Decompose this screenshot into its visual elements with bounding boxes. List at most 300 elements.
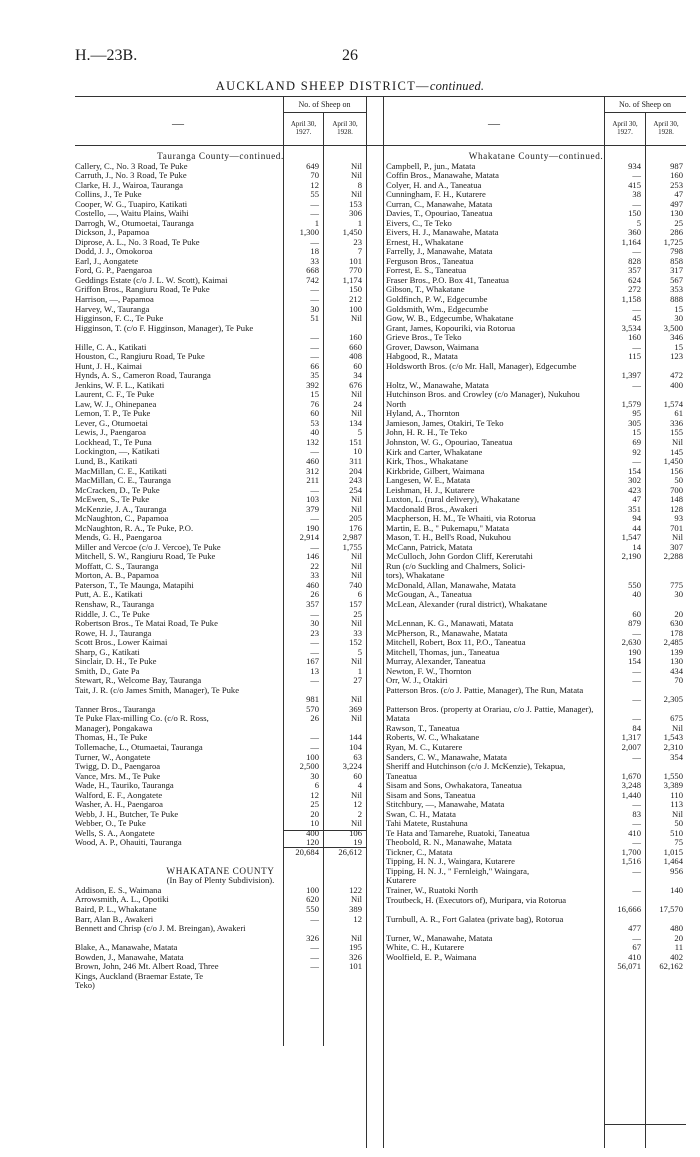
sheep-1927: 167	[306, 656, 319, 667]
sheep-1928: 23	[353, 236, 362, 247]
table-row	[75, 457, 366, 467]
table-row	[75, 800, 366, 810]
sheep-1928: 140	[670, 885, 683, 895]
table-row	[386, 629, 686, 639]
sheep-header-left: No. of Sheep on	[298, 100, 351, 109]
table-row	[386, 190, 686, 200]
sheep-1927: —	[310, 961, 319, 972]
table-row	[75, 295, 366, 305]
table-row	[386, 571, 686, 581]
sheep-1927: 5	[636, 217, 641, 228]
table-row	[75, 486, 366, 496]
sheep-1927: 14	[632, 541, 641, 552]
rule-center	[383, 96, 384, 1148]
owner-name: Hunt, J. H., Kaimai	[75, 361, 143, 371]
owner-name: Dodd, J. J., Omokoroa	[75, 247, 153, 257]
owner-name: Langesen, W. E., Matata	[386, 476, 471, 486]
sheep-1927: 351	[628, 503, 641, 514]
date-1927-right: April 30, 1927.	[612, 120, 638, 136]
sheep-1927: —	[632, 837, 641, 848]
sheep-1928: 434	[670, 665, 683, 676]
sheep-1928: 1,725	[663, 236, 683, 247]
sheep-1928: Nil	[351, 389, 362, 400]
table-row	[75, 505, 366, 515]
sheep-1927: 477	[628, 923, 641, 934]
sheep-1927: 379	[306, 503, 319, 514]
owner-name: Tauranga County—continued.	[157, 151, 284, 161]
owner-name: Thomas, H., Te Puke	[75, 733, 148, 743]
table-row	[75, 972, 366, 982]
sheep-1928: Nil	[351, 313, 362, 324]
owner-name: Kutarere	[386, 876, 417, 886]
owner-name: Campbell, P., jun., Matata	[386, 161, 476, 171]
sheep-1927: 3,248	[621, 780, 641, 791]
sheep-1928: Nil	[351, 408, 362, 419]
sheep-1928: 326	[349, 951, 362, 962]
owner-name: Whakatane County—continued.	[468, 151, 604, 161]
sheep-1927: 26	[310, 589, 319, 600]
sheep-1927: —	[310, 732, 319, 743]
sheep-1927: —	[310, 541, 319, 552]
left-column	[75, 152, 366, 991]
sheep-1927: —	[310, 332, 319, 343]
rule-header-bottom	[75, 145, 686, 146]
owner-name: Roberts, W. C., Whakatane	[386, 733, 480, 743]
owner-name: Jenkins, W. F. L., Katikati	[75, 380, 165, 390]
table-row	[75, 390, 366, 400]
sheep-1928: 30	[674, 589, 683, 600]
table-row	[386, 724, 686, 734]
sheep-1927: 1,516	[621, 856, 641, 867]
owner-name: McPherson, R., Manawahe, Matata	[386, 628, 508, 638]
sheep-1928: 11	[674, 942, 683, 953]
owner-name: (In Bay of Plenty Subdivision).	[166, 875, 275, 886]
sheep-1927: —	[632, 675, 641, 686]
table-row	[386, 162, 686, 172]
table-row	[386, 343, 686, 353]
table-row	[386, 505, 686, 515]
sheep-1928: 27	[353, 675, 362, 686]
sheep-1927: 51	[310, 313, 319, 324]
owner-name: Moffatt, C. S., Tauranga	[75, 561, 159, 571]
table-row	[75, 838, 366, 848]
sheep-1927: 23	[310, 627, 319, 638]
owner-name: Brown, John, 246 Mt. Albert Road, Three	[75, 962, 219, 972]
sheep-1927: 40	[310, 427, 319, 438]
owner-name: Run (c/o Suckling and Chalmers, Solici-	[386, 561, 526, 571]
owner-name: Diprose, A. L., No. 3 Road, Te Puke	[75, 237, 200, 247]
title-main: AUCKLAND SHEEP DISTRICT—	[215, 79, 430, 93]
table-row	[386, 619, 686, 629]
rule-top	[75, 96, 686, 97]
owner-name: McDonald, Allan, Manawahe, Matata	[386, 580, 516, 590]
owner-name: Smith, D., Gate Pa	[75, 666, 140, 676]
table-row	[75, 600, 366, 610]
sheep-1928: 254	[349, 484, 362, 495]
sheep-1927: 16,666	[617, 904, 641, 915]
table-row	[386, 524, 686, 534]
sheep-1927: —	[632, 303, 641, 314]
sheep-1927: 67	[632, 942, 641, 953]
sheep-1928: 139	[670, 646, 683, 657]
table-row	[75, 705, 366, 715]
owner-name: Wade, H., Tauriko, Tauranga	[75, 781, 174, 791]
sheep-1928: 317	[670, 265, 683, 276]
table-row	[386, 238, 686, 248]
owner-name: Leishman, H. J., Kutarere	[386, 485, 475, 495]
sheep-1928: Nil	[351, 160, 362, 171]
table-row	[75, 724, 366, 734]
sheep-1927: 12	[310, 789, 319, 800]
owner-name: McCulloch, John Gordon Cliff, Kererutahi	[386, 552, 533, 562]
owner-name: Turner, W., Manawahe, Matata	[386, 933, 493, 943]
sheep-1928: 195	[349, 942, 362, 953]
sheep-1928: 307	[670, 541, 683, 552]
sheep-1928: 2,305	[663, 694, 683, 705]
table-row	[75, 772, 366, 782]
owner-name: Clarke, H. J., Wairoa, Tauranga	[75, 180, 183, 190]
sheep-1927: —	[310, 646, 319, 657]
table-row	[75, 590, 366, 600]
table-row	[75, 667, 366, 677]
table-row	[75, 886, 366, 896]
owner-name: Woolfield, E. P., Waimana	[386, 952, 477, 962]
sheep-1928: Nil	[351, 789, 362, 800]
sheep-1928: 1,174	[342, 274, 362, 285]
sheep-1928: 15	[674, 303, 683, 314]
owner-name: Mends, G. H., Paengaroa	[75, 533, 162, 543]
sheep-1928: 33	[353, 627, 362, 638]
sheep-1927: —	[310, 608, 319, 619]
owner-name: Hutchinson Bros. and Crowley (c/o Manager), Nukuhou North	[386, 389, 580, 409]
sheep-1928: 987	[670, 160, 683, 171]
sheep-1927: 70	[310, 170, 319, 181]
owner-name: Eivers, H. J., Manawahe, Matata	[386, 228, 499, 238]
sheep-1927: 12	[310, 179, 319, 190]
sheep-1928: 8	[357, 179, 362, 190]
sheep-1928: 130	[670, 208, 683, 219]
sheep-1928: 408	[349, 351, 362, 362]
owner-name: Tanner Bros., Tauranga	[75, 704, 156, 714]
table-row	[386, 390, 686, 409]
table-row	[75, 733, 366, 743]
table-row	[386, 896, 686, 915]
table-row	[75, 581, 366, 591]
table-row	[386, 762, 686, 781]
sheep-1927: 570	[306, 703, 319, 714]
table-row	[75, 409, 366, 419]
sheep-1928: 156	[670, 465, 683, 476]
sheep-1928: 25	[353, 608, 362, 619]
owner-name: Twigg, D. D., Paengaroa	[75, 762, 161, 772]
sheep-1927: 15	[632, 427, 641, 438]
owner-name: Webb, J. H., Butcher, Te Puke	[75, 809, 179, 819]
owner-name: Tipping, H. N. J., Waingara, Kutarere	[386, 857, 515, 867]
table-row	[75, 400, 366, 410]
owner-name: Lockhead, T., Te Puna	[75, 437, 152, 447]
sheep-1928: 1	[357, 217, 362, 228]
owner-name: Mitchell, Robert, Box 11, P.O., Taneatua	[386, 638, 526, 648]
sheep-1927: 879	[628, 618, 641, 629]
table-row	[386, 581, 686, 591]
sheep-1927: —	[632, 246, 641, 257]
sheep-1927: 392	[306, 379, 319, 390]
sheep-1927: 828	[628, 255, 641, 266]
table-row	[386, 600, 686, 619]
sheep-1928: 50	[674, 475, 683, 486]
table-row	[386, 667, 686, 677]
table-row	[386, 476, 686, 486]
sheep-1928: 15	[674, 341, 683, 352]
sheep-1928: 152	[349, 637, 362, 648]
table-row	[75, 438, 366, 448]
owner-name: Washer, A. H., Paengaroa	[75, 800, 163, 810]
sheep-1927: 2,190	[621, 551, 641, 562]
sheep-1928: 5	[357, 646, 362, 657]
sheep-1928: 101	[349, 961, 362, 972]
sheep-1928: 1,574	[663, 398, 683, 409]
sheep-1927: 3,534	[621, 322, 641, 333]
sheep-1928: 1,464	[663, 856, 683, 867]
sheep-1928: Nil	[351, 932, 362, 943]
owner-name: Turnbull, A. R., Fort Galatea (private bag), Rotorua	[386, 913, 564, 924]
sheep-1927: 302	[628, 475, 641, 486]
owner-name: Macdonald Bros., Awakeri	[386, 504, 478, 514]
sheep-1927: 94	[632, 513, 641, 524]
sheep-1928: 104	[349, 741, 362, 752]
sheep-1928: 369	[349, 703, 362, 714]
owner-name: Higginson, T. (c/o F. Higginson, Manager), Te Puke	[75, 322, 254, 333]
table-row	[386, 943, 686, 953]
sheep-1928: 134	[349, 417, 362, 428]
table-row	[386, 409, 686, 419]
sheep-1927: —	[632, 751, 641, 762]
table-row	[386, 934, 686, 944]
table-row	[75, 371, 366, 381]
owner-name: WHAKATANE COUNTY	[166, 865, 275, 876]
owner-name: Kirk and Carter, Whakatane	[386, 447, 483, 457]
table-row	[75, 648, 366, 658]
table-row	[75, 171, 366, 181]
sheep-1928: 798	[670, 246, 683, 257]
owner-name: Te Puke Flax-milling Co. (c/o R. Ross,	[75, 714, 209, 724]
table-row	[75, 543, 366, 553]
table-row	[75, 162, 366, 172]
sheep-1928: Nil	[351, 551, 362, 562]
owner-name: McEwen, S., Te Puke	[75, 495, 150, 505]
owner-name: Macpherson, H. M., Te Whaiti, via Rotorua	[386, 514, 536, 524]
total-row	[75, 848, 366, 858]
owner-name: Collins, J., Te Puke	[75, 190, 142, 200]
sheep-1927: —	[310, 484, 319, 495]
sheep-1928: 122	[349, 884, 362, 895]
sheep-1927: —	[632, 379, 641, 390]
owner-name: Gibson, T., Whakatane	[386, 285, 465, 295]
sheep-1927: 69	[632, 436, 641, 447]
sheep-1928: 701	[670, 522, 683, 533]
sheep-1928: Nil	[672, 808, 683, 819]
owner-name: Sheriff and Hutchinson (c/o J. McKenzie), Tekapua, Taneatua	[386, 761, 566, 781]
sheep-1928: 130	[670, 656, 683, 667]
sheep-1928: 1,550	[663, 770, 683, 781]
table-row	[386, 810, 686, 820]
sheep-1927: 56,071	[617, 961, 641, 972]
sheep-1927: 981	[306, 694, 319, 705]
sheep-1927: 620	[306, 894, 319, 905]
sheep-1927: 2,500	[299, 761, 319, 772]
sheep-1928: 1	[357, 665, 362, 676]
sheep-1928: 155	[670, 427, 683, 438]
table-row	[386, 953, 686, 963]
owner-name: Mason, T. H., Bell's Road, Nukuhou	[386, 533, 511, 543]
table-row	[75, 686, 366, 705]
table-row	[386, 791, 686, 801]
owner-name: Ferguson Bros., Taneatua	[386, 256, 474, 266]
owner-name: Cooper, W. G., Tuapiro, Katikati	[75, 199, 188, 209]
table-row	[386, 800, 686, 810]
sheep-1928: 3,224	[342, 761, 362, 772]
sheep-1927: —	[632, 885, 641, 895]
sheep-1927: 410	[628, 827, 641, 838]
table-row	[75, 524, 366, 534]
table-row	[75, 629, 366, 639]
sheep-1928: 676	[349, 379, 362, 390]
page-reference: H.—23B.	[75, 47, 138, 64]
table-row	[75, 533, 366, 543]
sheep-1927: 160	[628, 332, 641, 343]
sheep-1927: 357	[306, 598, 319, 609]
date-1928-left: April 30, 1928.	[332, 120, 358, 136]
sheep-1927: 460	[306, 456, 319, 467]
sheep-1928: 567	[670, 274, 683, 285]
sheep-1927: 2,914	[299, 532, 319, 543]
owner-name: Sisam and Sons, Taneatua	[386, 790, 476, 800]
table-row	[75, 285, 366, 295]
sheep-1927: 33	[310, 570, 319, 581]
sheep-1928: 100	[349, 303, 362, 314]
table-row	[386, 209, 686, 219]
sheep-1928: 63	[353, 751, 362, 762]
sheep-1928: 10	[353, 446, 362, 457]
table-row	[75, 943, 366, 953]
sheep-1928: 700	[670, 484, 683, 495]
sheep-1928: Nil	[351, 189, 362, 200]
owner-name: Robertson Bros., Te Matai Road, Te Puke	[75, 619, 218, 629]
sheep-1928: Nil	[351, 170, 362, 181]
owner-name: Law, W. J., Ohinepanea	[75, 399, 157, 409]
table-row	[386, 333, 686, 343]
table-row	[75, 181, 366, 191]
table-row	[75, 190, 366, 200]
owner-name: Stewart, R., Welcome Bay, Tauranga	[75, 676, 202, 686]
owner-name: Patterson Bros. (c/o J. Pattie, Manager), The Run, Matata	[386, 684, 584, 695]
sheep-1927: 649	[306, 160, 319, 171]
owner-name: Callery, C., No. 3 Road, Te Puke	[75, 161, 188, 171]
owner-name: Vance, Mrs. M., Te Puke	[75, 771, 161, 781]
table-row	[386, 857, 686, 867]
table-row	[386, 428, 686, 438]
owner-name: Forrest, E. S., Taneatua	[386, 266, 467, 276]
owner-name: Walford, E. F., Aongatete	[75, 790, 163, 800]
owner-name: Teko)	[75, 981, 95, 991]
sheep-1927: 2,007	[621, 742, 641, 753]
table-row	[75, 257, 366, 267]
owner-name: Hyland, A., Thornton	[386, 409, 460, 419]
sheep-1927: 668	[306, 265, 319, 276]
owner-name: Barr, Alan B., Awakeri	[75, 914, 154, 924]
sheep-1928: 888	[670, 293, 683, 304]
owner-name: Lund, B., Katikati	[75, 457, 138, 467]
owner-name: Habgood, R., Matata	[386, 352, 458, 362]
sheep-1928: 47	[674, 189, 683, 200]
table-row	[75, 476, 366, 486]
sheep-1927: 25	[310, 799, 319, 810]
table-row	[75, 467, 366, 477]
sheep-1928: 12	[353, 799, 362, 810]
sheep-1928: 400	[670, 379, 683, 390]
sheep-1928: 740	[349, 579, 362, 590]
owner-name: Hille, C. A., Katikati	[75, 342, 147, 352]
sheep-1928: 2,288	[663, 551, 683, 562]
sheep-1927: —	[632, 932, 641, 943]
owner-name: Blake, A., Manawahe, Matata	[75, 943, 178, 953]
sheep-1927: 190	[628, 646, 641, 657]
table-row	[75, 247, 366, 257]
sheep-1927: 742	[306, 274, 319, 285]
owner-name: Lewis, J., Paengaroa	[75, 428, 146, 438]
table-row	[75, 924, 366, 943]
owner-name: Lockington, —, Katikati	[75, 447, 160, 457]
table-row	[75, 657, 366, 667]
sheep-1927: 53	[310, 417, 319, 428]
sheep-1927: —	[310, 513, 319, 524]
sheep-1927: 30	[310, 618, 319, 629]
owner-name: Arrowsmith, A. L., Opotiki	[75, 895, 169, 905]
sheep-1928: 2	[357, 808, 362, 819]
sheep-1927: 47	[632, 494, 641, 505]
sheep-1928: 1,450	[663, 456, 683, 467]
sheep-1927: —	[632, 456, 641, 467]
total-row	[386, 962, 686, 972]
sheep-1928: 2,310	[663, 742, 683, 753]
sheep-1928: 336	[670, 417, 683, 428]
sheep-1927: —	[310, 236, 319, 247]
sheep-1927: 6	[314, 780, 319, 791]
sheep-1927: 33	[310, 255, 319, 266]
sheep-1928: 243	[349, 475, 362, 486]
sheep-1928: 354	[670, 751, 683, 762]
owner-name: Sisam and Sons, Owhakatora, Taneatua	[386, 781, 522, 791]
sheep-1928: 148	[670, 494, 683, 505]
sheep-1928: 93	[674, 513, 683, 524]
owner-name: Murray, Alexander, Taneatua	[386, 657, 486, 667]
sheep-1927: 1,547	[621, 532, 641, 543]
sheep-1927: 18	[310, 246, 319, 257]
rule-header-left-mid	[283, 112, 366, 113]
table-row	[386, 819, 686, 829]
sheep-1927: —	[310, 208, 319, 219]
section-subheading	[75, 876, 366, 886]
sheep-1928: 510	[670, 827, 683, 838]
owner-name: Turner, W., Aongatete	[75, 752, 151, 762]
owner-name: Hynds, A. S., Cameron Road, Tauranga	[75, 371, 211, 381]
sheep-1928: 956	[670, 865, 683, 876]
sheep-1928: 62,162	[659, 961, 683, 972]
sheep-1927: 44	[632, 522, 641, 533]
sheep-1928: 25	[674, 217, 683, 228]
sheep-1928: 160	[670, 170, 683, 181]
table-row	[75, 905, 366, 915]
